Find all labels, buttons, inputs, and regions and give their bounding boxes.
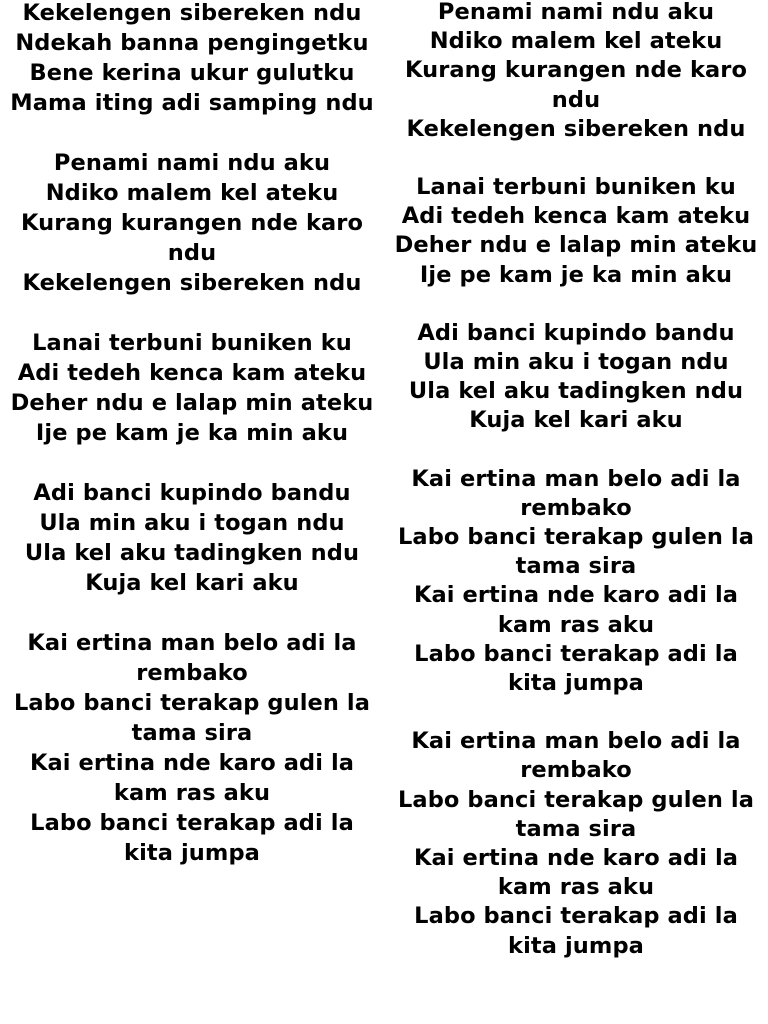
lyric-line: Kai ertina nde karo adi la kam ras aku — [413, 845, 739, 901]
lyric-line: Lanai terbuni buniken ku — [32, 330, 352, 356]
lyric-line: Ndekah banna pengingetku — [15, 30, 369, 56]
lyric-line: Ula min aku i togan ndu — [423, 349, 729, 376]
lyric-line: Ije pe kam je ka min aku — [35, 420, 349, 446]
lyric-line: Kuja kel kari aku — [469, 407, 683, 434]
lyric-line: Kai ertina man belo adi la rembako — [411, 465, 741, 521]
lyric-line: Labo banci terakap adi la kita jumpa — [30, 810, 354, 866]
lyric-line: Ndiko malem kel ateku — [45, 180, 339, 206]
lyric-line: Kurang kurangen nde karo ndu — [20, 210, 364, 266]
lyric-line: Adi banci kupindo bandu — [417, 319, 735, 346]
lyric-line: Ije pe kam je ka min aku — [419, 261, 733, 288]
stanza-2 — [0, 148, 384, 298]
lyric-line: Kekelengen sibereken ndu — [22, 0, 362, 26]
lyric-line: Kekelengen sibereken ndu — [22, 270, 362, 296]
stanza-4 — [384, 465, 768, 699]
lyric-line: Kai ertina man belo adi la rembako — [411, 728, 741, 784]
lyric-line: Adi tedeh kenca kam ateku — [401, 203, 751, 230]
lyric-line: Kurang kurangen nde karo ndu — [404, 57, 748, 113]
stanza-3 — [0, 328, 384, 448]
stanza-4 — [0, 478, 384, 598]
lyrics-left-column — [0, 0, 384, 868]
stanza-2 — [384, 173, 768, 290]
lyric-line: Kai ertina nde karo adi la kam ras aku — [413, 582, 739, 638]
lyric-line: Kai ertina nde karo adi la kam ras aku — [29, 750, 355, 806]
lyric-line: Lanai terbuni buniken ku — [416, 174, 736, 201]
lyric-line: Adi tedeh kenca kam ateku — [17, 360, 367, 386]
stanza-5 — [0, 628, 384, 868]
stanza-1 — [0, 0, 384, 118]
lyric-line: Penami nami ndu aku — [437, 0, 715, 25]
lyric-line: Ndiko malem kel ateku — [429, 28, 723, 55]
lyric-line: Labo banci terakap gulen la tama sira — [13, 690, 371, 746]
lyric-line: Deher ndu e lalap min ateku — [10, 390, 374, 416]
stanza-1 — [384, 0, 768, 144]
lyric-line: Deher ndu e lalap min ateku — [394, 232, 758, 259]
stanza-5 — [384, 727, 768, 961]
lyric-line: Adi banci kupindo bandu — [33, 480, 351, 506]
lyric-line: Labo banci terakap adi la kita jumpa — [414, 640, 738, 697]
lyric-line: Ula kel aku tadingken ndu — [24, 540, 360, 566]
lyric-line: Mama iting adi samping ndu — [10, 90, 374, 116]
lyric-line: Bene kerina ukur gulutku — [29, 60, 355, 86]
lyric-line: Labo banci terakap adi la kita jumpa — [414, 903, 738, 959]
stanza-3 — [384, 319, 768, 436]
lyric-line: Ula min aku i togan ndu — [39, 510, 345, 536]
lyric-line: Kekelengen sibereken ndu — [406, 115, 746, 142]
lyric-line: Labo banci terakap gulen la tama sira — [397, 524, 755, 580]
lyric-line: Kuja kel kari aku — [85, 570, 299, 596]
lyric-line: Penami nami ndu aku — [53, 150, 331, 176]
lyric-line: Ula kel aku tadingken ndu — [408, 378, 744, 405]
lyric-line: Labo banci terakap gulen la tama sira — [397, 786, 755, 842]
lyrics-right-column — [384, 0, 768, 961]
lyric-line: Kai ertina man belo adi la rembako — [27, 630, 357, 686]
